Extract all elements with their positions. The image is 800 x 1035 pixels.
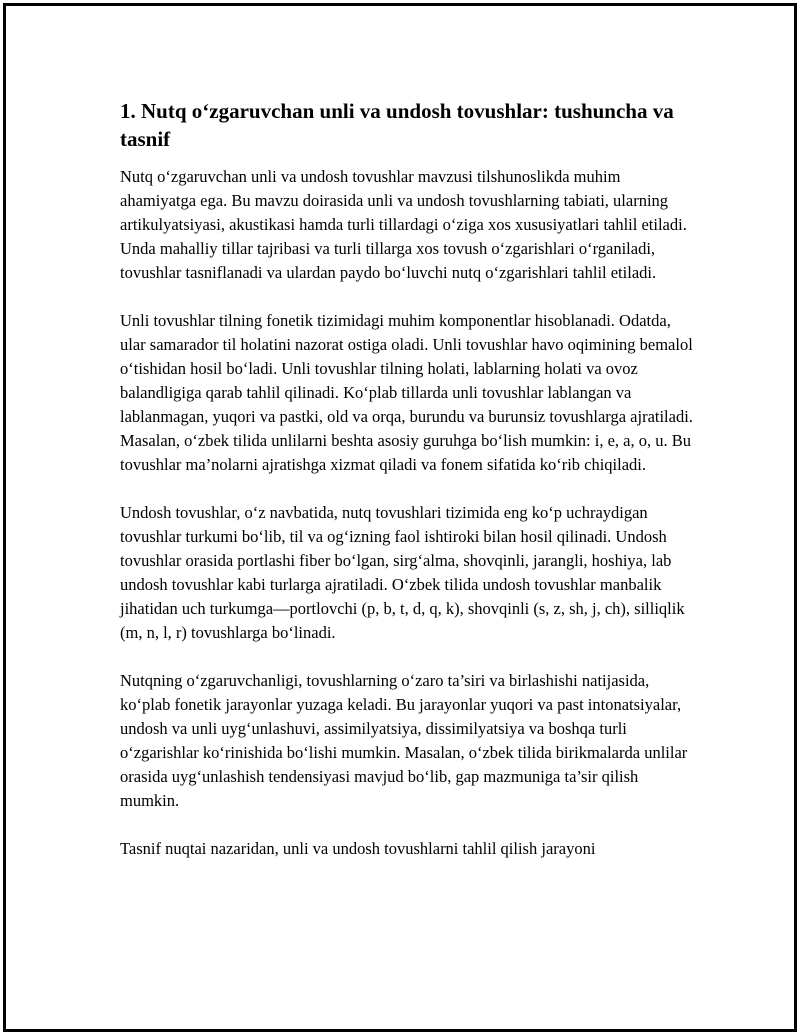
paragraph: Nutqning o‘zgaruvchanligi, tovushlarning o‘zaro ta’siri va birlashishi natijasida, ko‘plab fonetik jarayonlar yuzaga keladi. Bu jarayonlar yuqori va past intonatsiyalar, undosh va unli uyg‘unlashuvi, assimilyatsiya, dissimilyatsiya va boshqa turli o‘zgarishlar ko‘rinishida bo‘lishi mumkin. Masalan, o‘zbek tilida birikmalarda unlilar orasida uyg‘unlashish tendensiyasi mavjud bo‘lib, gap mazmuniga ta’sir qilish mumkin. bbox=[120, 671, 688, 810]
page-frame bbox=[3, 3, 797, 1032]
paragraph: Nutq o‘zgaruvchan unli va undosh tovushlar mavzusi tilshunoslikda muhim ahamiyatga ega. Bu mavzu doirasida unli va undosh tovushlarning tabiati, ularning artikulyatsiyasi, akustikasi hamda turli tillardagi o‘ziga xos xususiyatlari tahlil etiladi. Unda mahalliy tillar tajribasi va turli tillarga xos tovush o‘zgarishlari o‘rganiladi, tovushlar tasniflanadi va ulardan paydo bo‘luvchi nutq o‘zgarishlari tahlil etiladi. bbox=[120, 167, 687, 282]
section-heading: 1. Nutq o‘zgaruvchan unli va undosh tovushlar: tushuncha va tasnif bbox=[120, 99, 674, 151]
paragraph: Unli tovushlar tilning fonetik tizimidagi muhim komponentlar hisoblanadi. Odatda, ular samarador til holatini nazorat ostiga oladi. Unli tovushlar havo oqimining bemalol o‘tishidan hosil bo‘ladi. Unli tovushlar tilning holati, lablarning holati va ovoz balandligiga qarab tahlil qilinadi. Ko‘plab tillarda unli tovushlar lablangan va lablanmagan, yuqori va pastki, old va orqa, burundu va burunsiz tovushlarga ajratiladi. Masalan, o‘zbek tilida unlilarni beshta asosiy guruhga bo‘lish mumkin: i, e, a, o, u. Bu tovushlar ma’nolarni ajratishga xizmat qiladi va fonem sifatida ko‘rib chiqiladi. bbox=[120, 311, 693, 474]
paragraph: Tasnif nuqtai nazaridan, unli va undosh tovushlarni tahlil qilish jarayoni bbox=[120, 839, 596, 858]
paragraph: Undosh tovushlar, o‘z navbatida, nutq tovushlari tizimida eng ko‘p uchraydigan tovushlar turkumi bo‘lib, til va og‘izning faol ishtiroki bilan hosil qilinadi. Undosh tovushlar orasida portlashi fiber bo‘lgan, sirg‘alma, shovqinli, jarangli, hoshiya, lab undosh tovushlar kabi turlarga ajratiladi. O‘zbek tilida undosh tovushlar manbalik jihatidan uch turkumga—portlovchi (p, b, t, d, q, k), shovqinli (s, z, sh, j, ch), silliqlik (m, n, l, r) tovushlarga bo‘linadi. bbox=[120, 503, 685, 642]
document-body bbox=[120, 97, 700, 885]
